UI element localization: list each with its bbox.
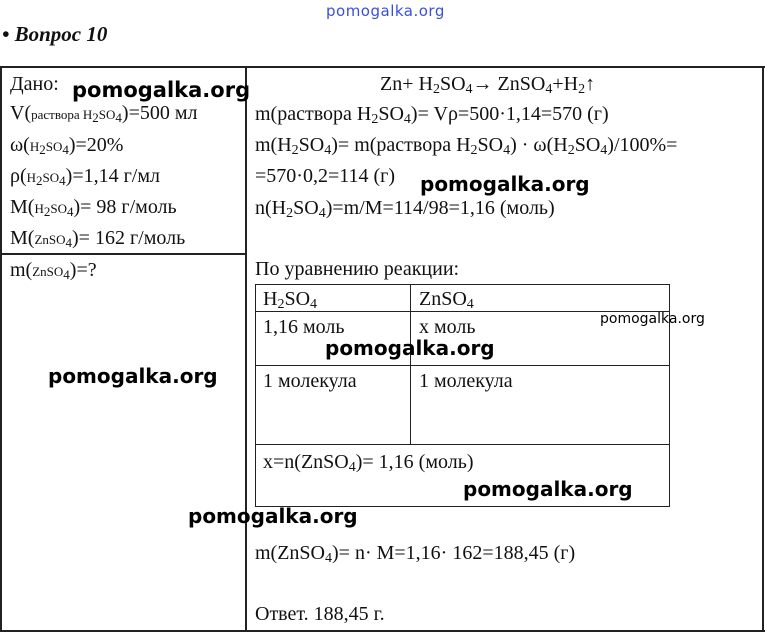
given-title: Дано: [10, 73, 59, 95]
watermark-3: pomogalka.org [600, 311, 705, 327]
watermark-4: pomogalka.org [325, 336, 495, 360]
watermark-top: pomogalka.org [326, 2, 445, 20]
watermark-6: pomogalka.org [463, 477, 633, 501]
reaction-equation: $Zn+ H_2SO_4\to$ $ZnSO_4+H_2↑$ [380, 73, 596, 97]
table-cell-acid-ratio: 1 молекула [263, 370, 357, 392]
table-header-salt: ZnSO$_4$ [419, 288, 474, 312]
given-molar-mass-salt: M(ZnSO$_4$)= 162 г/моль [10, 227, 186, 250]
solution-line-1: m(раствора $H_2SO_4)= V\rho=500\cdot 1,14=570$ (г) [255, 103, 609, 127]
table-header-acid: $H_2SO_4$ [263, 288, 318, 312]
watermark-5: pomogalka.org [48, 364, 218, 388]
table-result: x=n(ZnSO$_4$)= 1,16 (моль) [263, 451, 474, 475]
table-cell-acid-moles: 1,16 моль [263, 316, 345, 338]
solution-line-3: =570·0,2=114 (г) [255, 165, 395, 187]
question-heading: • Вопрос 10 [2, 22, 108, 46]
watermark-7: pomogalka.org [188, 504, 358, 528]
solution-line-2: $m(H_2SO_4)=$ m(раствора $H_2SO_4) \cdot \omega(H_2SO_4)/100\%=$ [255, 134, 678, 158]
final-calculation: m(ZnSO$_4$)= n· M=1,16· 162=188,45 (г) [255, 542, 576, 566]
given-mass-fraction: $\omega(H_2SO_4)=20\%$ [10, 134, 124, 157]
given-volume: V(раствора $H_2SO_4)=500$ мл [10, 102, 198, 125]
watermark-1: pomogalka.org [72, 78, 251, 102]
table-cell-salt-moles: x моль [419, 316, 476, 338]
solution-line-4: $n(H_2SO_4)=m/M=114/98=1,16$ (моль) [255, 197, 555, 221]
given-density: $\rho(H_2SO_4)=1,14$ г/мл [10, 165, 160, 188]
reaction-label: По уравнению реакции: [255, 258, 460, 280]
watermark-2: pomogalka.org [420, 172, 590, 196]
table-cell-salt-ratio: 1 молекула [419, 370, 513, 392]
find-quantity: m(ZnSO$_4$)=? [10, 259, 97, 282]
answer-line: Ответ. 188,45 г. [255, 603, 385, 625]
given-molar-mass-acid: $M(H_2SO_4)= 98$ г/моль [10, 196, 177, 219]
